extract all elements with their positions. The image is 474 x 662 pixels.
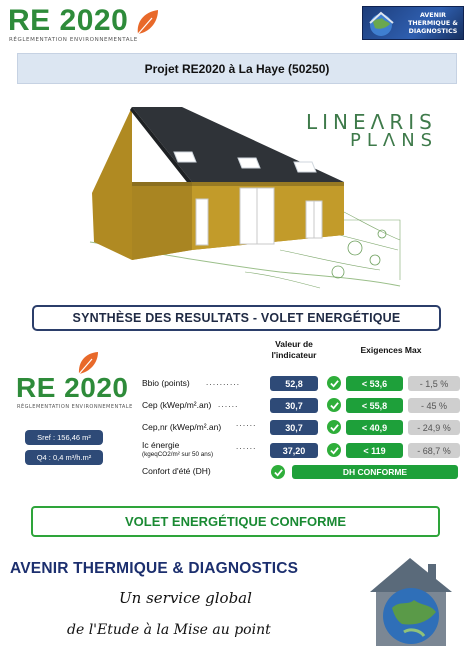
row-dots: ...... — [236, 419, 257, 428]
sref-badge: Sref : 156,46 m² — [25, 430, 103, 445]
check-icon — [327, 376, 341, 390]
value-bbio: 52,8 — [270, 376, 318, 391]
row-label-cep: Cep (kWep/m².an) — [142, 400, 212, 410]
row-label-ic-main: Ic énergie — [142, 440, 180, 450]
column-header-value — [264, 339, 324, 361]
column-header-value-line1: Valeur de — [275, 339, 313, 349]
check-icon — [327, 443, 341, 457]
threshold-bbio: < 53,6 — [346, 376, 403, 391]
threshold-ic: < 119 — [346, 443, 403, 458]
badge-line-1: AVENIR — [419, 12, 447, 19]
leaf-icon — [134, 8, 160, 38]
row-label-comfort: Confort d'été (DH) — [142, 466, 211, 476]
slogan-line1: Un service global — [119, 589, 252, 607]
margin-ic: - 68,7 % — [408, 443, 460, 458]
check-icon — [271, 465, 285, 479]
check-icon — [327, 398, 341, 412]
q4-badge: Q4 : 0,4 m³/h.m² — [25, 450, 103, 465]
re2020-logo-text: RE 2020 — [8, 4, 129, 37]
badge-line-2: THERMIQUE & — [408, 20, 458, 27]
row-dots: ...... — [236, 442, 257, 451]
architect-logo-line2: PLΛNS — [350, 130, 439, 151]
atd-badge-logo — [362, 6, 464, 40]
margin-bbio: - 1,5 % — [408, 376, 460, 391]
re2020-logo-subtitle: RÉGLEMENTATION ENVIRONNEMENTALE — [9, 37, 138, 43]
slogan-line2: de l'Etude à la Mise au point — [67, 622, 271, 638]
synthesis-title: SYNTHÈSE DES RESULTATS - VOLET ENERGÉTIQUE — [32, 305, 441, 331]
column-header-max: Exigences Max — [360, 345, 422, 355]
company-name: AVENIR THERMIQUE & DIAGNOSTICS — [10, 560, 299, 577]
globe-house-icon — [366, 10, 400, 38]
badge-line-3: DIAGNOSTICS — [408, 28, 458, 35]
check-icon — [327, 420, 341, 434]
threshold-cep: < 55,8 — [346, 398, 403, 413]
threshold-cepnr: < 40,9 — [346, 420, 403, 435]
row-label-bbio: Bbio (points) — [142, 378, 190, 388]
re2020-logo-large-subtitle: RÉGLEMENTATION ENVIRONNEMENTALE — [17, 404, 133, 410]
re2020-logo — [8, 6, 158, 44]
value-ic: 37,20 — [270, 443, 318, 458]
re2020-logo-large — [16, 350, 136, 412]
re2020-logo-large-text: RE 2020 — [16, 372, 129, 403]
conclusion-banner: VOLET ENERGÉTIQUE CONFORME — [31, 506, 440, 537]
architect-logo-line1: LINEΛRIS — [306, 110, 437, 134]
row-label-ic-unit: (kgeqCO2/m² sur 50 ans) — [142, 451, 214, 458]
row-dots: .......... — [206, 378, 241, 387]
globe-house-icon — [362, 552, 460, 652]
margin-cep: - 45 % — [408, 398, 460, 413]
value-cep: 30,7 — [270, 398, 318, 413]
column-header-value-line2: l'indicateur — [271, 350, 317, 360]
row-label-ic — [142, 440, 213, 458]
value-cepnr: 30,7 — [270, 420, 318, 435]
comfort-status: DH CONFORME — [292, 465, 458, 479]
architect-logo — [306, 110, 446, 150]
row-label-cepnr: Cep,nr (kWep/m².an) — [142, 422, 222, 432]
row-dots: ...... — [218, 400, 239, 409]
margin-cepnr: - 24,9 % — [408, 420, 460, 435]
project-title: Projet RE2020 à La Haye (50250) — [17, 53, 457, 84]
